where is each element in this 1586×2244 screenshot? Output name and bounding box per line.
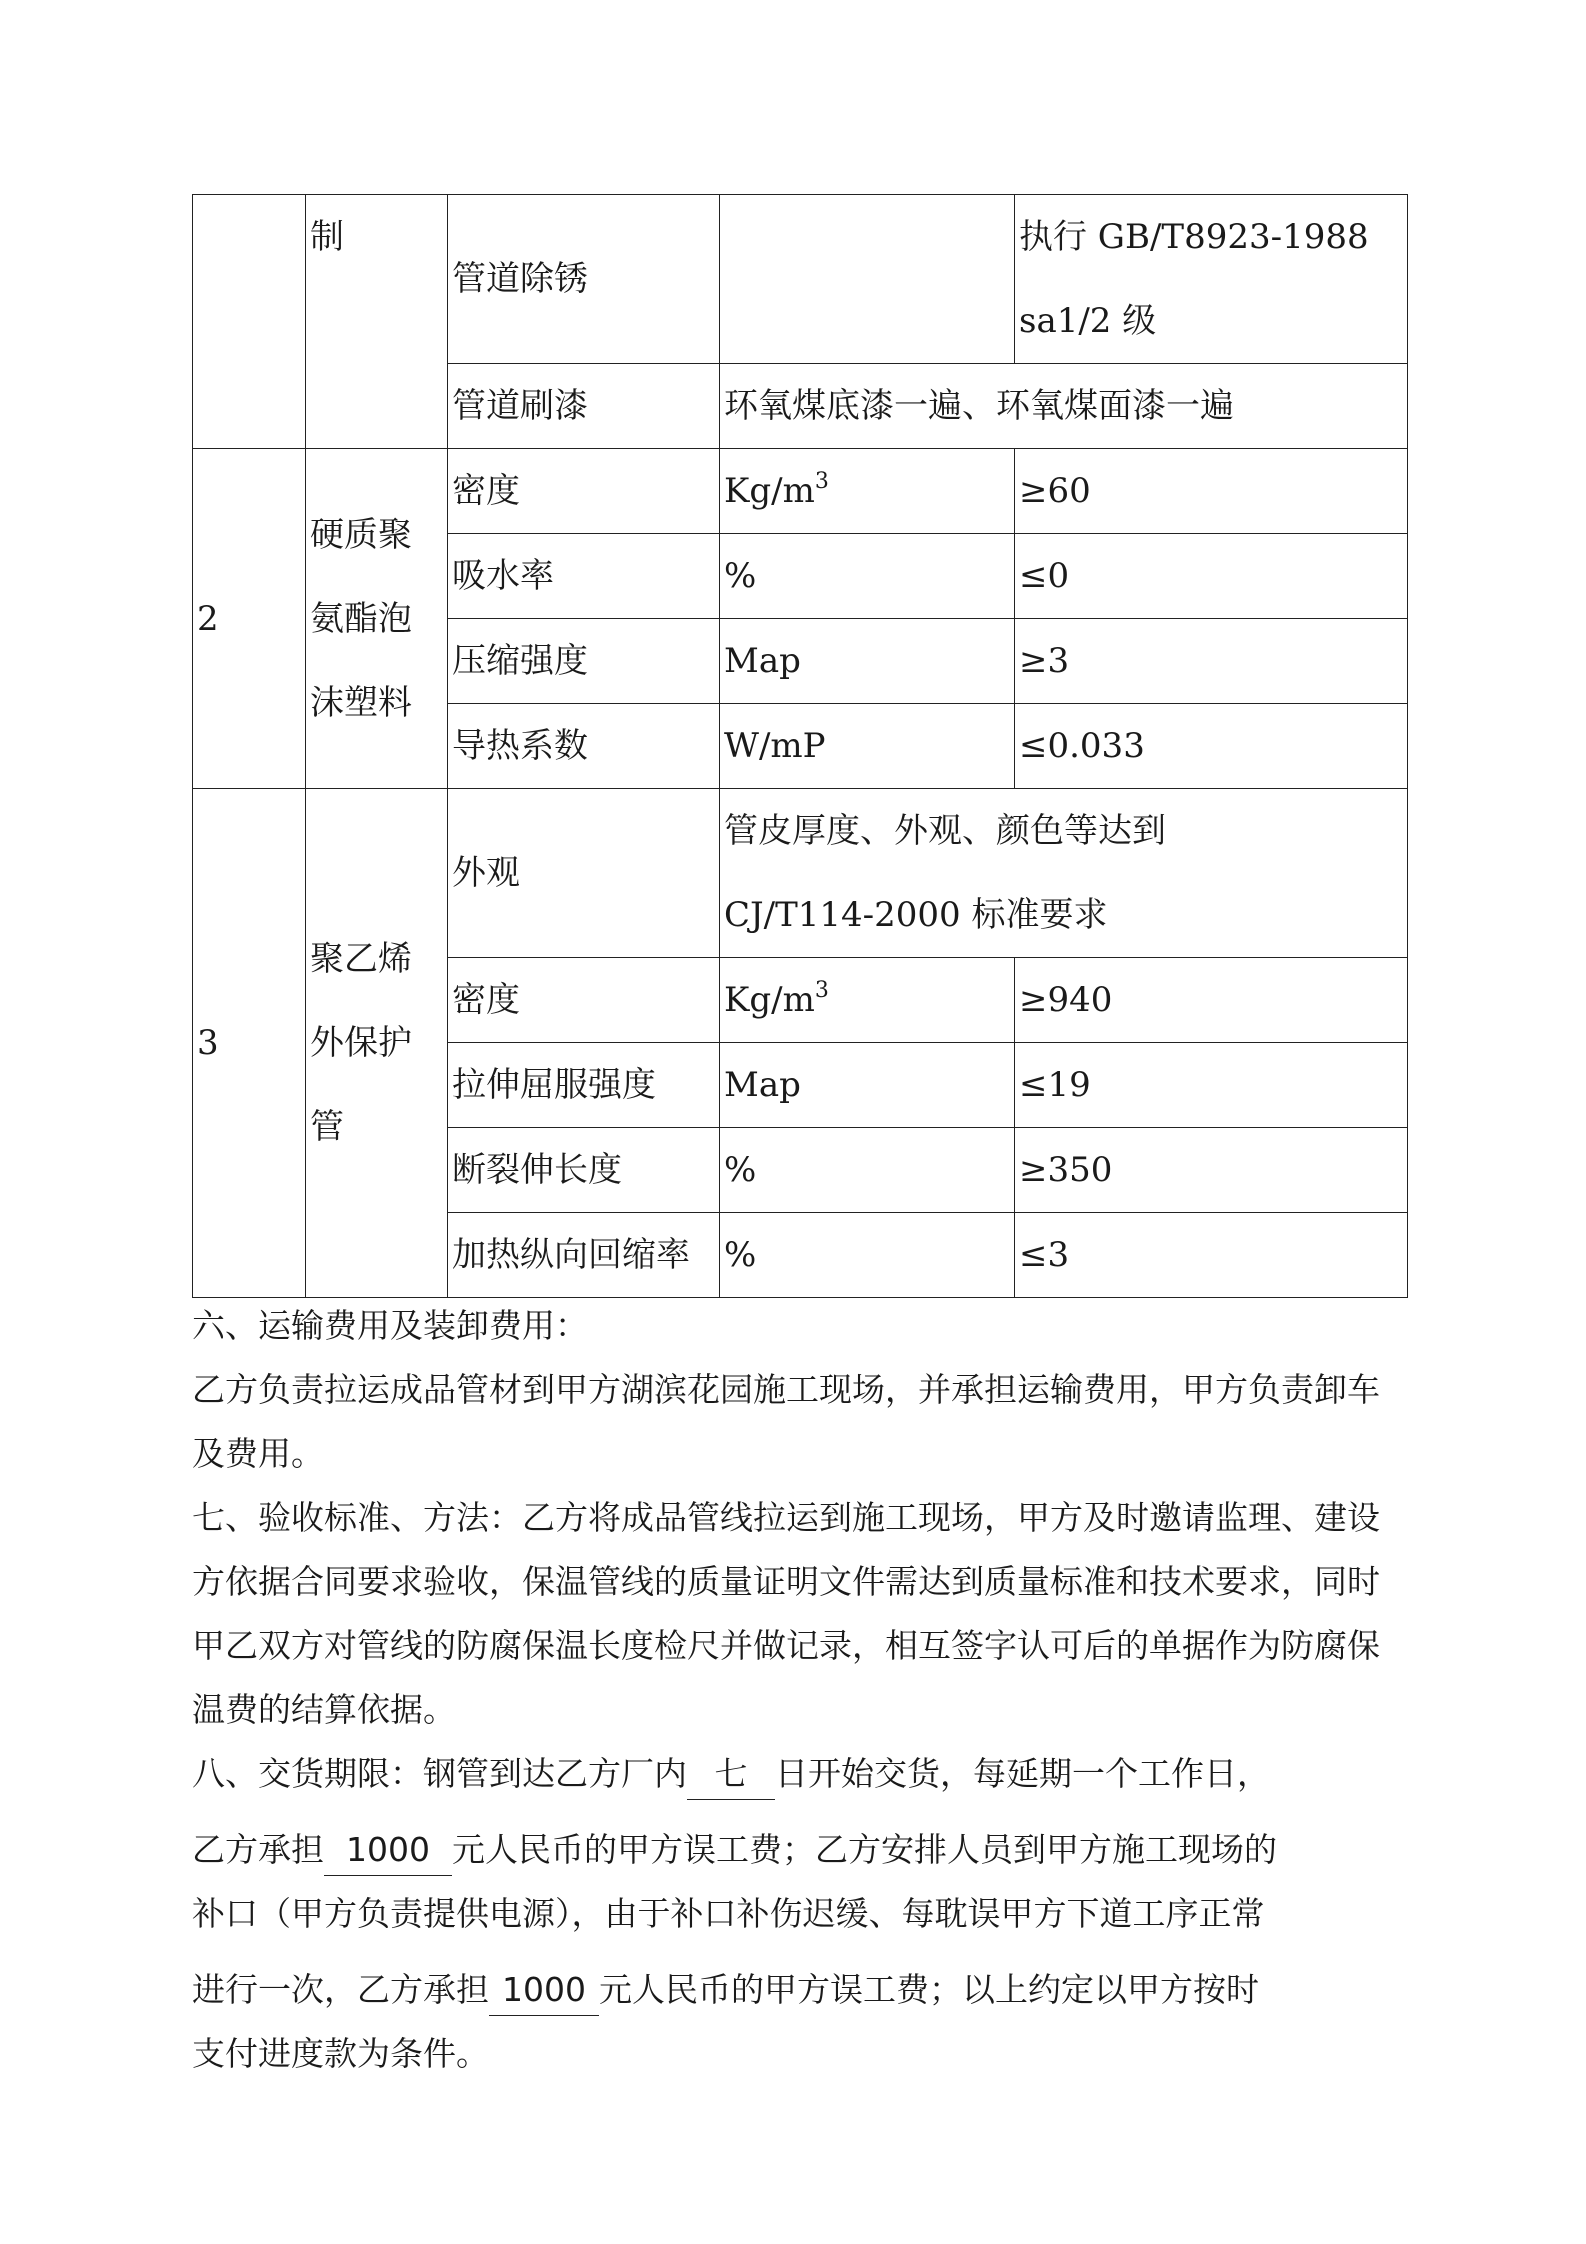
unit-cell bbox=[720, 619, 1015, 704]
category-line: 外保护 bbox=[310, 1023, 412, 1063]
requirement-line: 执行 GB/T8923-1988 bbox=[1019, 217, 1369, 257]
item-name-cell bbox=[448, 1128, 720, 1213]
unit-text: Map bbox=[724, 1065, 801, 1105]
unit-cell bbox=[720, 449, 1015, 534]
item-name: 外观 bbox=[452, 853, 520, 893]
item-name-cell bbox=[448, 364, 720, 449]
category-line: 沫塑料 bbox=[310, 682, 412, 723]
requirement-line: 管皮厚度、外观、颜色等达到 bbox=[724, 811, 1166, 851]
row-number: 3 bbox=[197, 1023, 219, 1063]
unit-text: Kg/m bbox=[724, 980, 815, 1020]
item-name: 管道刷漆 bbox=[452, 386, 588, 426]
table-row bbox=[193, 195, 1408, 364]
item-name: 管道除锈 bbox=[452, 259, 588, 299]
section-eight-line bbox=[192, 1958, 1407, 2022]
section-eight-line bbox=[192, 1742, 1407, 1806]
requirement-cell bbox=[1015, 958, 1408, 1043]
item-name: 密度 bbox=[452, 471, 520, 511]
unit-cell bbox=[720, 195, 1015, 364]
unit-text: Kg/m bbox=[724, 471, 815, 511]
unit-cell bbox=[720, 1128, 1015, 1213]
item-name: 压缩强度 bbox=[452, 641, 588, 681]
requirement-cell bbox=[1015, 1043, 1408, 1128]
category-text: 制 bbox=[310, 217, 344, 257]
requirement-text: ≤0 bbox=[1019, 556, 1070, 596]
unit-cell bbox=[720, 958, 1015, 1043]
unit-text: % bbox=[724, 1150, 757, 1190]
unit-cell bbox=[720, 1213, 1015, 1298]
category-cell bbox=[306, 449, 448, 789]
section-eight-line: 支付进度款为条件。 bbox=[192, 2034, 489, 2073]
item-name: 加热纵向回缩率 bbox=[452, 1235, 690, 1275]
row-number-cell bbox=[193, 789, 306, 1298]
requirement-text: 环氧煤底漆一遍、环氧煤面漆一遍 bbox=[724, 386, 1234, 426]
spec-table bbox=[192, 194, 1408, 1298]
section-eight-text: 进行一次，乙方承担 bbox=[192, 1970, 489, 2009]
unit-cell bbox=[720, 704, 1015, 789]
row-number-cell bbox=[193, 195, 306, 449]
section-eight-text: 乙方承担 bbox=[192, 1830, 324, 1869]
row-number: 2 bbox=[197, 598, 219, 639]
section-seven-body: 七、验收标准、方法：乙方将成品管线拉运到施工现场，甲方及时邀请监理、建设方依据合同要求验收，保温管线的质量证明文件需达到质量标准和技术要求，同时甲乙双方对管线的防腐保温长度检尺并做记录，相互签字认可后的单据作为防腐保温费的结算依据。 bbox=[192, 1498, 1380, 1729]
item-name: 断裂伸长度 bbox=[452, 1150, 622, 1190]
item-name-cell bbox=[448, 619, 720, 704]
merged-requirement-cell bbox=[720, 789, 1408, 958]
item-name: 导热系数 bbox=[452, 726, 588, 766]
merged-requirement-cell bbox=[720, 364, 1408, 449]
unit-text: W/mP bbox=[724, 726, 826, 766]
category-line: 硬质聚 bbox=[310, 514, 412, 555]
requirement-cell bbox=[1015, 1213, 1408, 1298]
item-name: 密度 bbox=[452, 980, 520, 1020]
unit-text: Map bbox=[724, 641, 801, 681]
table-row bbox=[193, 449, 1408, 534]
section-eight-text: 八、交货期限：钢管到达乙方厂内 bbox=[192, 1754, 687, 1793]
requirement-cell bbox=[1015, 534, 1408, 619]
requirement-text: ≥350 bbox=[1019, 1150, 1113, 1190]
section-eight-text: 日开始交货，每延期一个工作日， bbox=[775, 1754, 1270, 1793]
requirement-text: ≥940 bbox=[1019, 980, 1113, 1020]
section-eight-text: 元人民币的甲方误工费；以上约定以甲方按时 bbox=[599, 1970, 1259, 2009]
requirement-cell bbox=[1015, 449, 1408, 534]
section-six-body: 乙方负责拉运成品管材到甲方湖滨花园施工现场，并承担运输费用，甲方负责卸车及费用。 bbox=[192, 1370, 1380, 1473]
section-six bbox=[192, 1294, 1407, 1486]
unit-superscript: 3 bbox=[814, 978, 829, 1003]
category-cell bbox=[306, 195, 448, 449]
unit-cell bbox=[720, 1043, 1015, 1128]
category-cell bbox=[306, 789, 448, 1298]
requirement-text: ≥3 bbox=[1019, 641, 1070, 681]
section-eight-line: 补口（甲方负责提供电源），由于补口补伤迟缓、每耽误甲方下道工序正常 bbox=[192, 1894, 1265, 1933]
requirement-line: sa1/2 级 bbox=[1019, 301, 1157, 341]
item-name-cell bbox=[448, 1213, 720, 1298]
requirement-text: ≥60 bbox=[1019, 471, 1091, 511]
requirement-cell bbox=[1015, 704, 1408, 789]
unit-text: % bbox=[724, 556, 757, 596]
requirement-cell bbox=[1015, 1128, 1408, 1213]
item-name: 吸水率 bbox=[452, 556, 554, 596]
category-line: 管 bbox=[310, 1107, 344, 1147]
item-name-cell bbox=[448, 958, 720, 1043]
section-eight bbox=[192, 1742, 1407, 2086]
item-name-cell bbox=[448, 534, 720, 619]
item-name: 拉伸屈服强度 bbox=[452, 1065, 656, 1105]
requirement-cell bbox=[1015, 619, 1408, 704]
requirement-text: ≤3 bbox=[1019, 1235, 1070, 1275]
item-name-cell bbox=[448, 704, 720, 789]
penalty-amount-blank: 1000 bbox=[489, 1965, 599, 2016]
requirement-line: CJ/T114-2000 标准要求 bbox=[724, 895, 1108, 935]
table-row bbox=[193, 789, 1408, 958]
requirement-text: ≤0.033 bbox=[1019, 726, 1145, 766]
unit-cell bbox=[720, 534, 1015, 619]
category-line: 聚乙烯 bbox=[310, 939, 412, 979]
row-number-cell bbox=[193, 449, 306, 789]
item-name-cell bbox=[448, 449, 720, 534]
requirement-text: ≤19 bbox=[1019, 1065, 1091, 1105]
penalty-amount-blank: 1000 bbox=[324, 1825, 452, 1876]
item-name-cell bbox=[448, 195, 720, 364]
requirement-cell bbox=[1015, 195, 1408, 364]
item-name-cell bbox=[448, 1043, 720, 1128]
item-name-cell bbox=[448, 789, 720, 958]
section-eight-line bbox=[192, 1818, 1407, 1882]
section-seven bbox=[192, 1486, 1407, 1742]
delivery-days-blank: 七 bbox=[687, 1749, 775, 1800]
section-six-title: 六、运输费用及装卸费用： bbox=[192, 1306, 588, 1345]
section-eight-text: 元人民币的甲方误工费；乙方安排人员到甲方施工现场的 bbox=[452, 1830, 1277, 1869]
category-line: 氨酯泡 bbox=[310, 598, 412, 639]
unit-text: % bbox=[724, 1235, 757, 1275]
unit-superscript: 3 bbox=[814, 469, 829, 494]
